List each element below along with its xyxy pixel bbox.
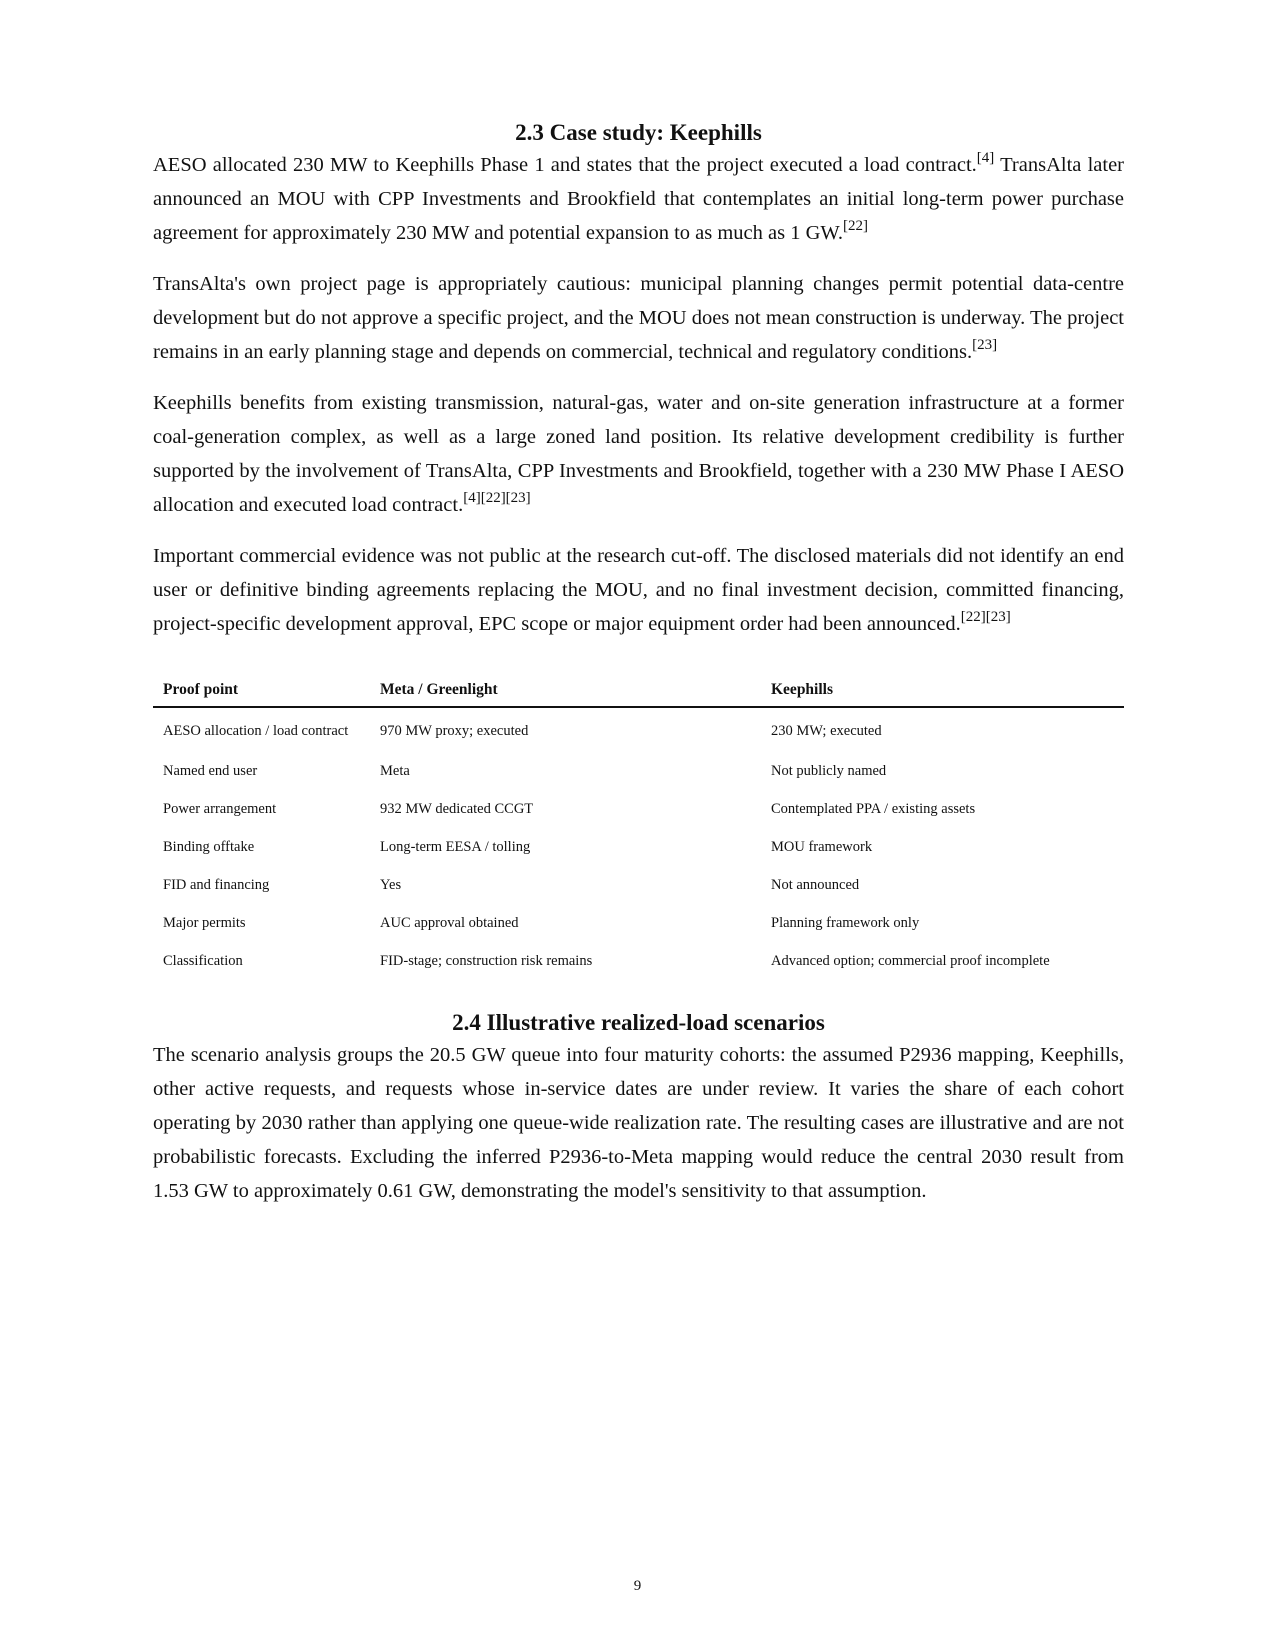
table-cell: Contemplated PPA / existing assets	[771, 800, 976, 817]
paragraph-text: TransAlta's own project page is appropriately cautious: municipal planning changes permit potential data-centre development but do not approve a specific project, and the MOU does not mean construction is underway. The project remains in an early planning stage and depends on commercial, technical and regulatory conditions.	[153, 273, 1124, 363]
paragraph-text: AESO allocated 230 MW to Keephills Phase 1 and states that the project executed a load contract.	[153, 154, 977, 176]
table-cell: Major permits	[163, 914, 246, 931]
table-cell: Long-term EESA / tolling	[380, 838, 531, 855]
table-cell: Planning framework only	[771, 914, 920, 931]
table-cell: Binding offtake	[163, 838, 255, 855]
citation-ref: [22][23]	[960, 609, 1011, 625]
paragraph-transalta-caution	[153, 267, 1124, 369]
table-cell: 932 MW dedicated CCGT	[380, 800, 534, 817]
citation-ref: [4][22][23]	[463, 490, 531, 506]
table-cell: 970 MW proxy; executed	[380, 722, 529, 739]
table-header-row	[153, 667, 1124, 707]
table-row	[153, 942, 1124, 980]
table-row	[153, 904, 1124, 942]
paragraph-text: Keephills benefits from existing transmission, natural-gas, water and on-site generation infrastructure at a former coal-generation complex, as well as a large zoned land position. Its relative development credibility is further supported by the involvement of TransAlta, CPP Investments and Brookfield, together with a 230 MW Phase I AESO allocation and executed load contract.	[153, 392, 1124, 516]
table-row	[153, 707, 1124, 752]
table-cell: FID-stage; construction risk remains	[380, 952, 593, 969]
table-row	[153, 752, 1124, 790]
section-heading-keephills: 2.3 Case study: Keephills	[515, 120, 762, 145]
paragraph-scenario-analysis: The scenario analysis groups the 20.5 GW queue into four maturity cohorts: the assumed P2936 mapping, Keephills, other active requests, and requests whose in-service dates are under review. It varies the share of each cohort operating by 2030 rather than applying one queue-wide realization rate. The resulting cases are illustrative and are not probabilistic forecasts. Excluding the inferred P2936-to-Meta mapping would reduce the central 2030 result from 1.53 GW to approximately 0.61 GW, demonstrating the model's sensitivity to that assumption.	[153, 1044, 1124, 1202]
paragraph-keephills-allocation	[153, 148, 1124, 250]
table-cell: Power arrangement	[163, 800, 277, 817]
table-cell: Yes	[380, 876, 402, 893]
citation-ref: [23]	[972, 337, 998, 353]
table-cell: AUC approval obtained	[380, 914, 519, 931]
table-cell: FID and financing	[163, 876, 270, 893]
table-cell: Not announced	[771, 876, 860, 893]
page-content	[153, 118, 1124, 1225]
table-cell: AESO allocation / load contract	[163, 722, 349, 739]
page-number: 9	[633, 1578, 642, 1594]
citation-ref: [22]	[843, 218, 868, 234]
column-header-keephills: Keephills	[761, 667, 1124, 707]
table-cell: MOU framework	[771, 838, 873, 855]
table-cell: Advanced option; commercial proof incomplete	[771, 952, 1050, 969]
table-cell: 230 MW; executed	[771, 722, 882, 739]
paragraph-keephills-benefits	[153, 386, 1124, 522]
section-heading-scenarios: 2.4 Illustrative realized-load scenarios	[452, 1010, 825, 1035]
table-cell: Named end user	[163, 762, 258, 779]
citation-ref: [4]	[976, 150, 995, 166]
proof-point-table	[153, 667, 1124, 980]
table-cell: Meta	[380, 762, 410, 779]
table-row	[153, 828, 1124, 866]
paragraph-commercial-evidence	[153, 539, 1124, 641]
column-header-meta-greenlight: Meta / Greenlight	[370, 667, 761, 707]
paragraph-text: TransAlta later announced an MOU with CPP Investments and Brookfield that contemplates an initial long-term power purchase agreement for approximately 230 MW and potential expansion to as much as 1 GW.	[153, 154, 1124, 244]
table-row	[153, 790, 1124, 828]
column-header-proof-point: Proof point	[153, 667, 370, 707]
table-row	[153, 866, 1124, 904]
table-cell: Classification	[163, 952, 243, 969]
paragraph-text: Important commercial evidence was not public at the research cut-off. The disclosed materials did not identify an end user or definitive binding agreements replacing the MOU, and no final investment decision, committed financing, project-specific development approval, EPC scope or major equipment order had been announced.	[153, 545, 1124, 635]
table-cell: Not publicly named	[771, 762, 887, 779]
section-scenarios	[153, 1008, 1124, 1208]
